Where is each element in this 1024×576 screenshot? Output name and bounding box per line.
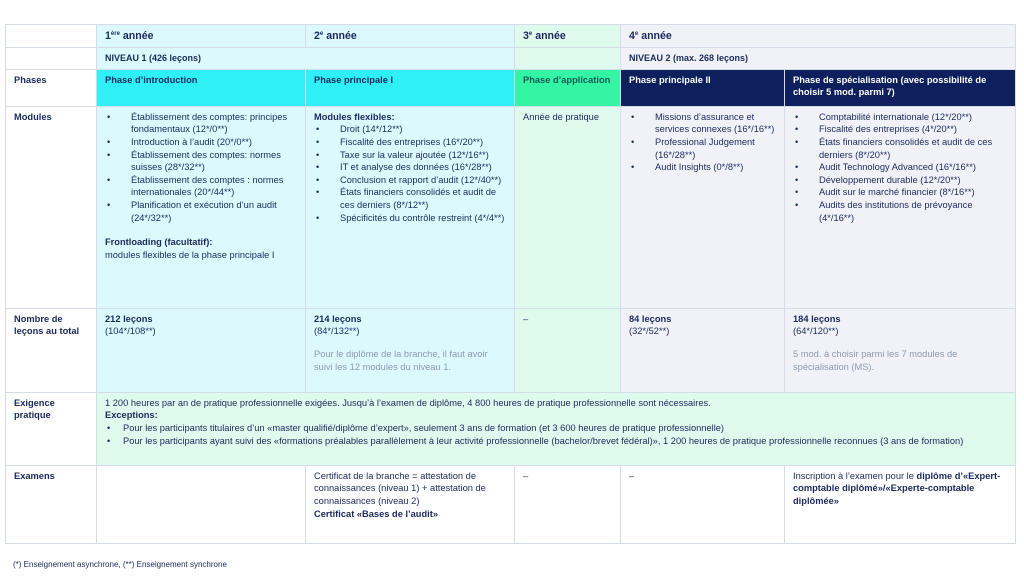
modules-row (6, 106, 1016, 308)
lessons-principale-2 (621, 308, 785, 392)
modules-introduction (97, 106, 306, 308)
module-list-introduction (105, 111, 297, 225)
exams-principale-1 (306, 465, 515, 543)
year-2-header: 2e année (306, 25, 515, 48)
year-1-header: 1ère année (97, 25, 306, 48)
module-item: • IT et analyse des données (16*/28**) (314, 161, 506, 174)
row-label-modules: Modules (6, 106, 97, 308)
exception-item: • Pour les participants titulaires d’un «master qualifié/diplôme d’expert», seulement 3 ans de formation (et 3 600 heures de pratique professionnelle) (105, 422, 1007, 435)
module-item: • Développement durable (12*/20**) (793, 174, 1007, 187)
modules-application: Année de pratique (515, 106, 621, 308)
module-item: • Taxe sur la valeur ajoutée (12*/16**) (314, 149, 506, 162)
module-item: • Conclusion et rapport d’audit (12*/40**) (314, 174, 506, 187)
row-label-practice: Exigence pratique (6, 392, 97, 465)
frontloading-text: modules flexibles de la phase principale I (105, 250, 275, 261)
modules-principale-1 (306, 106, 515, 308)
module-item: • Audit Insights (0*/8**) (629, 161, 776, 174)
lessons-total: 212 leçons (105, 313, 153, 324)
exam-text: Certificat de la branche = attestation de connaissances (niveau 1) + attestation de connaissances (niveau 2) (314, 470, 486, 506)
footnote: (*) Enseignement asynchrone, (**) Enseignement synchrone (13, 560, 227, 569)
module-item: • Professional Judgement (16*/28**) (629, 136, 776, 161)
module-item: • Missions d’assurance et services connexes (16*/16**) (629, 111, 776, 136)
phase-principale-2: Phase principale II (621, 69, 785, 106)
lessons-introduction (97, 308, 306, 392)
lessons-total: 184 leçons (793, 313, 841, 324)
exam-certificate: Certificat «Bases de l’audit» (314, 508, 439, 519)
module-item: • Comptabilité internationale (12*/20**) (793, 111, 1007, 124)
lessons-split: (104*/108**) (105, 326, 156, 337)
module-list-principale-2 (629, 111, 776, 174)
lessons-total: 214 leçons (314, 313, 362, 324)
niveau-1-label: NIVEAU 1 (426 leçons) (97, 48, 515, 69)
module-item: • Audit sur le marché financier (8*/16**) (793, 186, 1007, 199)
exams-principale-2: – (621, 465, 785, 543)
lessons-total: 84 leçons (629, 313, 672, 324)
module-item: • États financiers consolidés et audit de ces derniers (8*/20**) (793, 136, 1007, 161)
phase-specialisation: Phase de spécialisation (avec possibilité de choisir 5 mod. parmi 7) (785, 69, 1016, 106)
row-label-lessons: Nombre de leçons au total (6, 308, 97, 392)
module-item: • Spécificités du contrôle restreint (4*/4**) (314, 212, 506, 225)
flexible-modules-title: Modules flexibles: (314, 111, 395, 122)
niveau-empty-cell (515, 48, 621, 69)
row-label-exams: Examens (6, 465, 97, 543)
phase-introduction: Phase d’introduction (97, 69, 306, 106)
corner-cell (6, 48, 97, 69)
lessons-specialisation (785, 308, 1016, 392)
exams-row (6, 465, 1016, 543)
module-item: • Introduction à l’audit (20*/0**) (105, 136, 297, 149)
module-item: • Établissement des comptes: normes suisses (28*/32**) (105, 149, 297, 174)
module-list-specialisation (793, 111, 1007, 225)
practice-row (6, 392, 1016, 465)
practice-main-text: 1 200 heures par an de pratique professionnelle exigées. Jusqu’à l’examen de diplôme, 4 800 heures de pratique professionnelle sont nécessaires. (105, 397, 711, 408)
lessons-application: – (515, 308, 621, 392)
module-item: • Audits des institutions de prévoyance (4*/16**) (793, 199, 1007, 224)
lessons-note: Pour le diplôme de la branche, il faut avoir suivi les 12 modules du niveau 1. (314, 348, 488, 372)
exception-item: • Pour les participants ayant suivi des «formations préalables parallèlement à leur activité professionnelle (bachelor/brevet fédéral)», 1 200 heures de pratique professionnelle reconnues (3 ans de formation) (105, 435, 1007, 448)
training-overview-table (5, 24, 1016, 544)
phase-application: Phase d’application (515, 69, 621, 106)
exams-introduction (97, 465, 306, 543)
module-item: • Audit Technology Advanced (16*/16**) (793, 161, 1007, 174)
practice-requirement (97, 392, 1016, 465)
module-item: • Fiscalité des entreprises (4*/20**) (793, 123, 1007, 136)
row-label-phases: Phases (6, 69, 97, 106)
exceptions-title: Exceptions: (105, 410, 158, 421)
exceptions-list (105, 422, 1007, 447)
lessons-note: 5 mod. à choisir parmi les 7 modules de spécialisation (MS). (793, 348, 958, 372)
modules-specialisation (785, 106, 1016, 308)
module-item: • États financiers consolidés et audit de ces derniers (8*/12**) (314, 186, 506, 211)
lessons-split: (32*/52**) (629, 326, 670, 337)
year-4-header: 4e année (621, 25, 1016, 48)
phase-principale-1: Phase principale I (306, 69, 515, 106)
year-header-row (6, 25, 1016, 48)
lessons-principale-1 (306, 308, 515, 392)
level-row (6, 48, 1016, 69)
module-item: • Droit (14*/12**) (314, 123, 506, 136)
exam-text: Inscription à l’examen pour le (793, 470, 917, 481)
exams-application: – (515, 465, 621, 543)
frontloading-title: Frontloading (facultatif): (105, 237, 213, 248)
lessons-split: (64*/120**) (793, 326, 839, 337)
exams-specialisation (785, 465, 1016, 543)
module-item: • Établissement des comptes: principes fondamentaux (12*/0**) (105, 111, 297, 136)
module-list-principale-1 (314, 123, 506, 224)
modules-principale-2 (621, 106, 785, 308)
lessons-split: (84*/132**) (314, 326, 360, 337)
lessons-row (6, 308, 1016, 392)
niveau-2-label: NIVEAU 2 (max. 268 leçons) (621, 48, 1016, 69)
corner-cell (6, 25, 97, 48)
module-item: • Planification et exécution d’un audit (24*/32**) (105, 199, 297, 224)
module-item: • Fiscalité des entreprises (16*/20**) (314, 136, 506, 149)
phases-row (6, 69, 1016, 106)
year-3-header: 3e année (515, 25, 621, 48)
module-item: • Établissement des comptes : normes internationales (20*/44**) (105, 174, 297, 199)
exam-diploma: diplôme d’«Expert-comptable diplômé»/«Experte-comptable diplômée» (793, 470, 1001, 506)
